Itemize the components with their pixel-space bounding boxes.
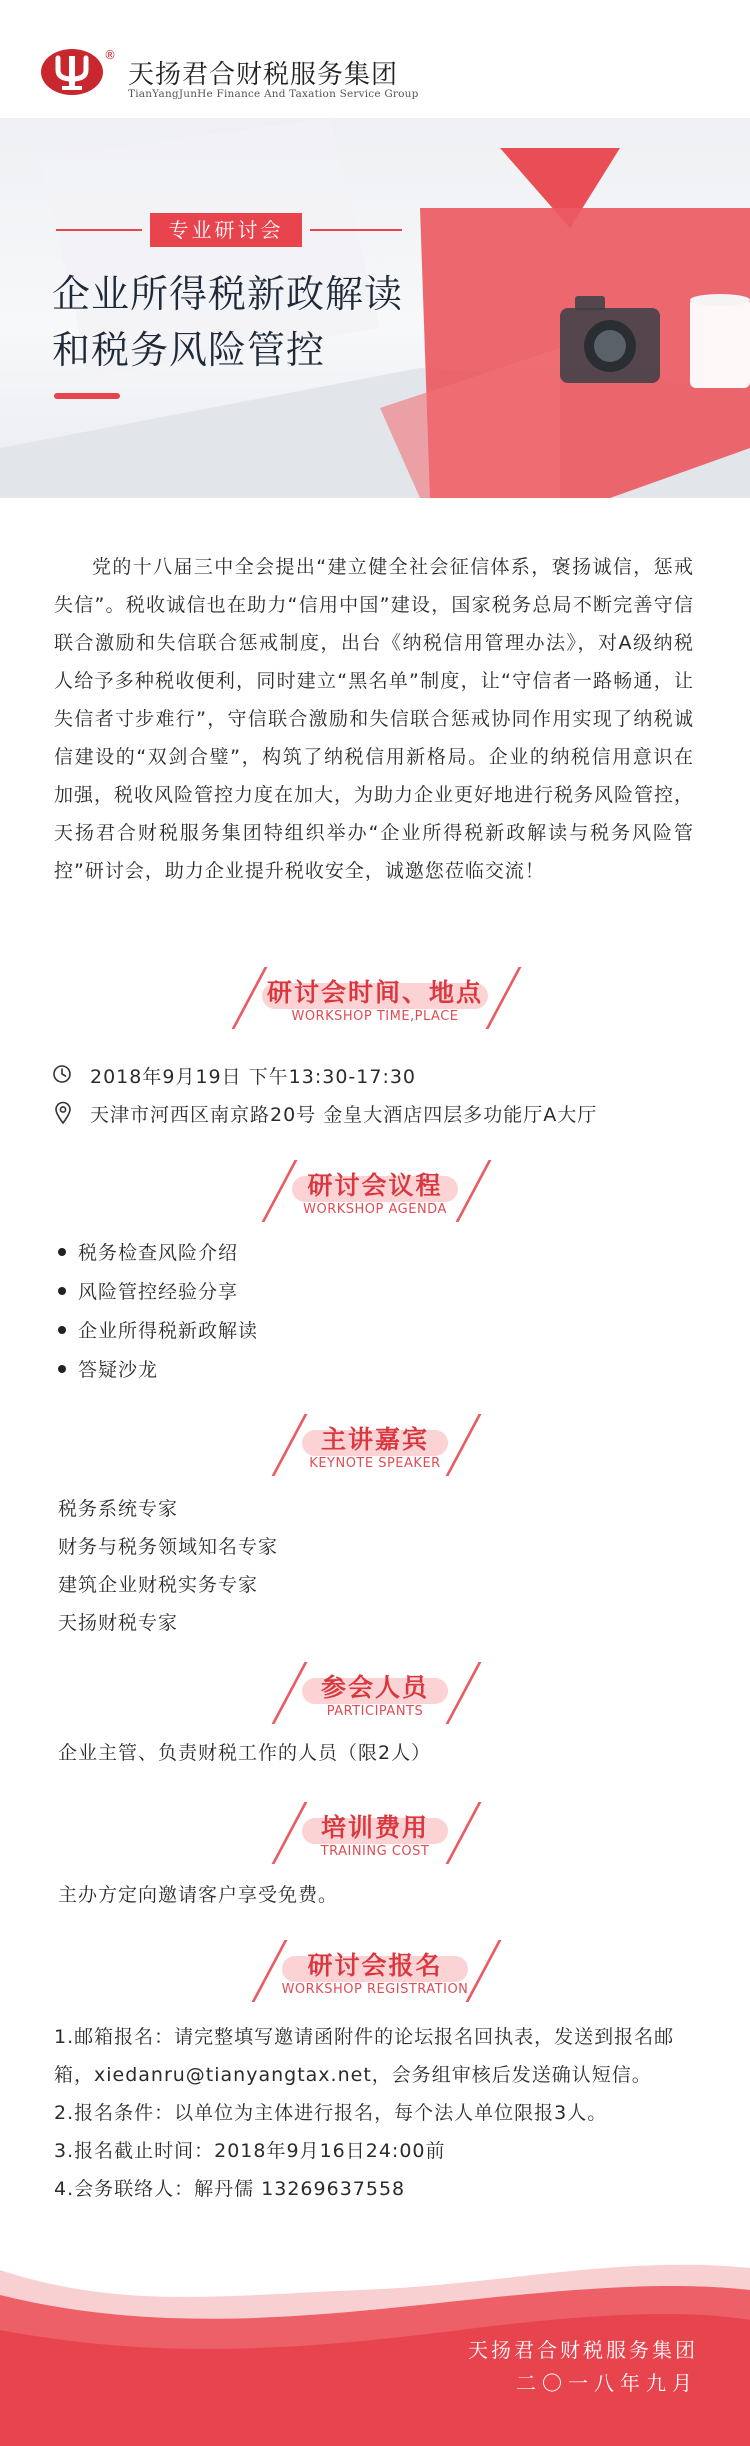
event-time: 2018年9月19日 下午13:30-17:30	[90, 1066, 417, 1088]
speaker-item: 财务与税务领域知名专家	[58, 1536, 279, 1558]
company-logo-icon	[40, 48, 104, 96]
footer-date: 二〇一八年九月	[516, 2371, 698, 2395]
section-subtitle: WORKSHOP REGISTRATION	[281, 1982, 469, 1997]
badge-line-right	[310, 229, 402, 231]
section-subtitle: WORKSHOP AGENDA	[303, 1202, 447, 1217]
speaker-item: 天扬财税专家	[58, 1612, 179, 1634]
bullet-dot	[58, 1365, 66, 1373]
section-title: 研讨会时间、地点	[266, 978, 483, 1007]
section-header-cost	[0, 1800, 750, 1870]
bullet-dot	[58, 1248, 66, 1256]
registration-item: 4.会务联络人：解丹儒 13269637558	[54, 2178, 406, 2200]
speaker-item: 税务系统专家	[58, 1498, 179, 1520]
section-title: 研讨会报名	[307, 1951, 443, 1980]
section-title: 参会人员	[320, 1673, 429, 1702]
event-place: 天津市河西区南京路20号 金皇大酒店四层多功能厅A大厅	[90, 1104, 598, 1126]
header	[0, 0, 750, 118]
section-subtitle: TRAINING COST	[320, 1844, 430, 1859]
clock-icon	[52, 1064, 72, 1084]
section-title: 主讲嘉宾	[320, 1425, 429, 1454]
participants-text: 企业主管、负责财税工作的人员（限2人）	[58, 1742, 432, 1764]
brand-name-en: TianYangJunHe Finance And Taxation Service Group	[128, 88, 419, 100]
registration-list	[54, 2018, 704, 2208]
section-header-time-place	[0, 965, 750, 1035]
hero-underline	[54, 393, 120, 399]
hero-title	[52, 266, 403, 378]
location-pin-icon	[54, 1101, 72, 1125]
event-type-badge: 专业研讨会	[150, 213, 302, 247]
hero-banner	[0, 118, 750, 498]
intro-paragraph: 党的十八届三中全会提出“建立健全社会征信体系，褒扬诚信，惩戒失信”。税收诚信也在助力“信用中国”建设，国家税务总局不断完善守信联合激励和失信联合惩戒制度，出台《纳税信用管理办法》，对A级纳税人给予多种税收便利，同时建立“黑名单”制度，让“守信者一路畅通，让失信者寸步难行”，守信联合激励和失信联合惩戒协同作用实现了纳税诚信建设的“双剑合璧”，构筑了纳税信用新格局。企业的纳税信用意识在加强，税收风险管控力度在加大，为助力企业更好地进行税务风险管控，天扬君合财税服务集团特组织举办“企业所得税新政解读与税务风险管控”研讨会，助力企业提升税收安全，诚邀您莅临交流！	[54, 556, 695, 882]
agenda-item: 风险管控经验分享	[78, 1281, 239, 1303]
hero-title-line1: 企业所得税新政解读	[52, 272, 404, 316]
badge-line-left	[56, 229, 142, 231]
footer-org-name: 天扬君合财税服务集团	[468, 2338, 698, 2362]
section-header-speakers	[0, 1412, 750, 1482]
section-subtitle: PARTICIPANTS	[326, 1704, 424, 1719]
bullet-dot	[58, 1326, 66, 1334]
registered-mark: ®	[104, 48, 116, 62]
section-header-registration	[0, 1938, 750, 2008]
speaker-item: 建筑企业财税实务专家	[58, 1574, 259, 1596]
brand-name-cn: 天扬君合财税服务集团	[128, 60, 399, 90]
section-header-agenda	[0, 1158, 750, 1228]
bullet-dot	[58, 1287, 66, 1295]
section-header-participants	[0, 1660, 750, 1730]
registration-item: 2.报名条件：以单位为主体进行报名，每个法人单位限报3人。	[54, 2102, 608, 2124]
cost-text: 主办方定向邀请客户享受免费。	[58, 1884, 339, 1906]
section-subtitle: WORKSHOP TIME,PLACE	[291, 1009, 459, 1024]
agenda-item: 企业所得税新政解读	[78, 1320, 259, 1342]
section-subtitle: KEYNOTE SPEAKER	[309, 1456, 441, 1471]
hero-title-line2: 和税务风险管控	[52, 328, 326, 372]
section-title: 研讨会议程	[307, 1171, 443, 1200]
registration-item: 1.邮箱报名：请完整填写邀请函附件的论坛报名回执表，发送到报名邮箱，xiedanru@tianyangtax.net，会务组审核后发送确认短信。	[54, 2026, 675, 2086]
section-title: 培训费用	[320, 1813, 429, 1842]
agenda-item: 税务检查风险介绍	[78, 1242, 239, 1264]
agenda-item: 答疑沙龙	[78, 1359, 159, 1381]
registration-item: 3.报名截止时间：2018年9月16日24:00前	[54, 2140, 446, 2162]
